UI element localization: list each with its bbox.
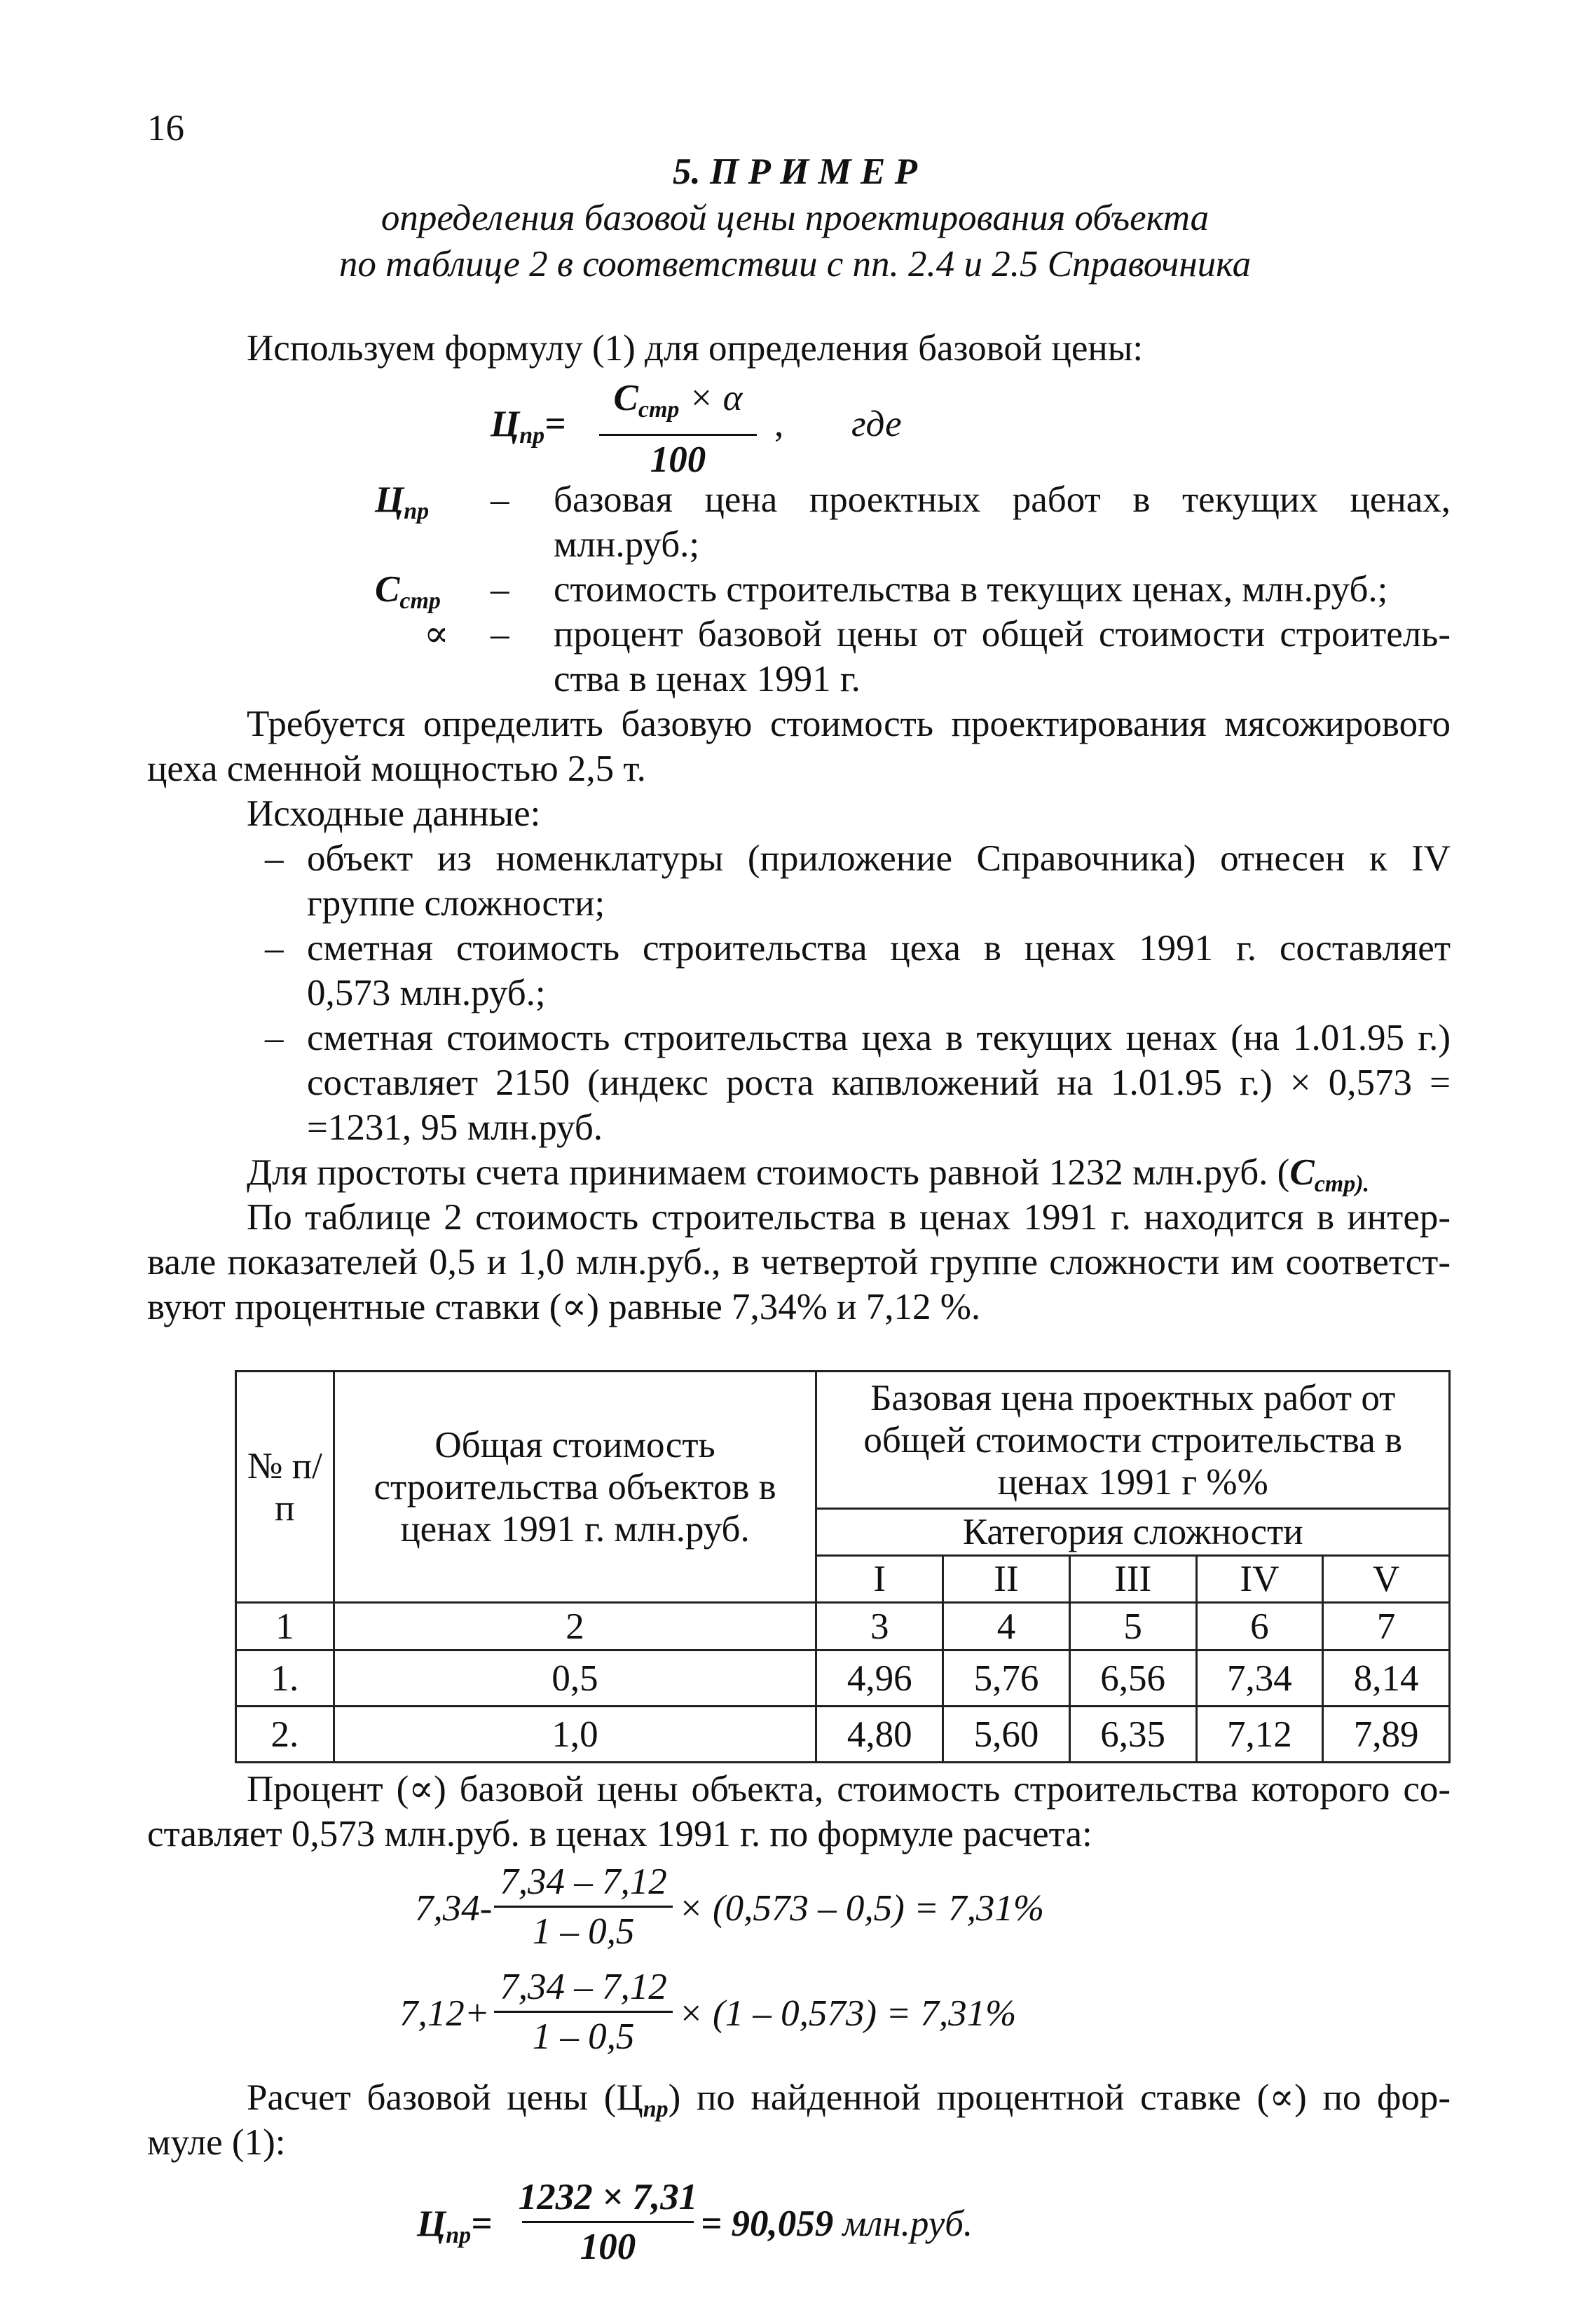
table-cell: 5,60 — [943, 1707, 1070, 1763]
bullet-3-line-3: =1231, 95 млн.руб. — [307, 1107, 603, 1148]
table-cell: 7,12 — [1196, 1707, 1323, 1763]
table-category-cell: I — [816, 1556, 943, 1603]
def-dash: – — [491, 569, 509, 610]
def-dash: – — [491, 614, 509, 655]
formula3-fraction: 7,34 – 7,12 1 – 0,5 — [494, 1966, 673, 2058]
table-para-line-2: вале показателей 0,5 и 1,0 млн.руб., в четвертой группе сложности им соответст- — [147, 1242, 1451, 1283]
formula3-rest: × (1 – 0,573) = 7,31% — [678, 1993, 1017, 2034]
intro-text: Используем формулу (1) для определения базовой цены: — [247, 328, 1144, 369]
table-cell: 8,14 — [1323, 1650, 1450, 1707]
table-header-base-price: Базовая цена проектных работ от общей стоимости строительства в ценах 1991 г %% — [816, 1372, 1450, 1509]
bullet-1-line-2: группе сложности; — [307, 883, 605, 924]
formula4-fraction: 1232 × 7,31 100 — [518, 2177, 698, 2267]
task-text: Требуется определить базовую стоимость проектирования мясожирового — [247, 704, 1451, 744]
table-category-cell: III — [1069, 1556, 1196, 1603]
table-cell: 7 — [1323, 1603, 1450, 1650]
table-cell: 0,5 — [334, 1650, 816, 1707]
def-symbol-cost: $С_{стр}$ — [375, 569, 441, 614]
def-text-price: базовая цена проектных работ в текущих ценах, — [554, 479, 1451, 520]
table-cell: 4 — [943, 1603, 1070, 1650]
def-text-price-cont: млн.руб.; — [554, 524, 700, 565]
section-subtitle-2: по таблице 2 в соответствии с пп. 2.4 и 2.5 Справочника — [338, 244, 1252, 285]
formula3-prefix: 7,12+ — [399, 1993, 490, 2034]
section-title: 5. П Р И М Е Р — [673, 151, 917, 192]
simplify-text: Для простоты счета принимаем стоимость равной 1232 млн.руб. ($С_{стр).}$ — [247, 1152, 1370, 1197]
table-cell: 6,56 — [1069, 1650, 1196, 1707]
formula1-lhs: $Ц_{пр}=$ — [491, 404, 566, 449]
table-cell: 7,34 — [1196, 1650, 1323, 1707]
bullet-3-line-1: сметная стоимость строительства цеха в текущих ценах (на 1.01.95 г.) — [307, 1018, 1451, 1058]
calc-para-line-1: Расчет базовой цены $(Ц_{пр})$ по найденной процентной ставке (∝) по фор- — [247, 2077, 1451, 2122]
table-cell: 5 — [1069, 1603, 1196, 1650]
formula1-fraction: $С_{стр} \times \alpha$ 100 — [599, 377, 757, 481]
table-cell: 7,89 — [1323, 1707, 1450, 1763]
table-cell: 3 — [816, 1603, 943, 1650]
table-cell: 6,35 — [1069, 1707, 1196, 1763]
table-cell: 1. — [236, 1650, 334, 1707]
def-text-alpha: процент базовой цены от общей стоимости строитель- — [554, 614, 1451, 655]
table-para-line-1: По таблице 2 стоимость строительства в ценах 1991 г. находится в интер- — [247, 1197, 1451, 1238]
formula1-comma: , — [774, 404, 784, 444]
table-para-line-3: вуют процентные ставки (∝) равные 7,34% и 7,12 %. — [147, 1287, 981, 1327]
table-cell: 2. — [236, 1707, 334, 1763]
table-category-cell: II — [943, 1556, 1070, 1603]
table-cell: 6 — [1196, 1603, 1323, 1650]
bullet-dash: – — [265, 838, 284, 879]
table-cell: 4,96 — [816, 1650, 943, 1707]
def-symbol-alpha: ∝ — [424, 614, 449, 655]
bullet-dash: – — [265, 928, 284, 969]
percent-para-line-1: Процент (∝) базовой цены объекта, стоимость строительства которого со- — [247, 1769, 1451, 1810]
table-cell: 5,76 — [943, 1650, 1070, 1707]
formula4-result: = 90,059 млн.руб. — [701, 2203, 973, 2244]
formula2-fraction: 7,34 – 7,12 1 – 0,5 — [494, 1861, 673, 1953]
table-row — [236, 1707, 1450, 1763]
formula1-where: где — [851, 404, 902, 444]
price-table — [235, 1370, 1451, 1763]
bullet-1-line-1: объект из номенклатуры (приложение Справочника) отнесен к IV — [307, 838, 1451, 879]
bullet-dash: – — [265, 1018, 284, 1058]
table-index-row — [236, 1603, 1450, 1650]
def-text-cost: стоимость строительства в текущих ценах, млн.руб.; — [554, 569, 1388, 610]
def-symbol-price: $Ц_{пр}$ — [375, 479, 430, 524]
table-row — [236, 1650, 1450, 1707]
table-category-cell: IV — [1196, 1556, 1323, 1603]
bullet-2-line-2: 0,573 млн.руб.; — [307, 973, 546, 1013]
table-cell: 1,0 — [334, 1707, 816, 1763]
source-label: Исходные данные: — [247, 793, 541, 834]
formula2-prefix: 7,34- — [415, 1888, 493, 1929]
calc-para-line-2: муле (1): — [147, 2122, 286, 2163]
percent-para-line-2: ставляет 0,573 млн.руб. в ценах 1991 г. по формуле расчета: — [147, 1814, 1092, 1854]
section-subtitle-1: определения базовой цены проектирования объекта — [381, 198, 1209, 238]
def-text-alpha-cont: ства в ценах 1991 г. — [554, 659, 861, 699]
bullet-2-line-1: сметная стоимость строительства цеха в ценах 1991 г. составляет — [307, 928, 1451, 969]
task-text-cont: цеха сменной мощностью 2,5 т. — [147, 749, 646, 789]
table-header-cost: Общая стоимость строительства объектов в ценах 1991 г. млн.руб. — [334, 1372, 816, 1603]
def-dash: – — [491, 479, 509, 520]
table-header-category: Категория сложности — [816, 1509, 1450, 1556]
table-category-cell: V — [1323, 1556, 1450, 1603]
formula4-lhs: $Ц_{пр}=$ — [417, 2203, 493, 2248]
bullet-3-line-2: составляет 2150 (индекс роста капвложений на 1.01.95 г.) × 0,573 = — [307, 1062, 1451, 1103]
table-header-number: № п/п — [236, 1372, 334, 1603]
formula2-rest: × (0,573 – 0,5) = 7,31% — [678, 1888, 1044, 1929]
table-cell: 4,80 — [816, 1707, 943, 1763]
page-number: 16 — [147, 108, 184, 149]
table-cell: 2 — [334, 1603, 816, 1650]
table-cell: 1 — [236, 1603, 334, 1650]
